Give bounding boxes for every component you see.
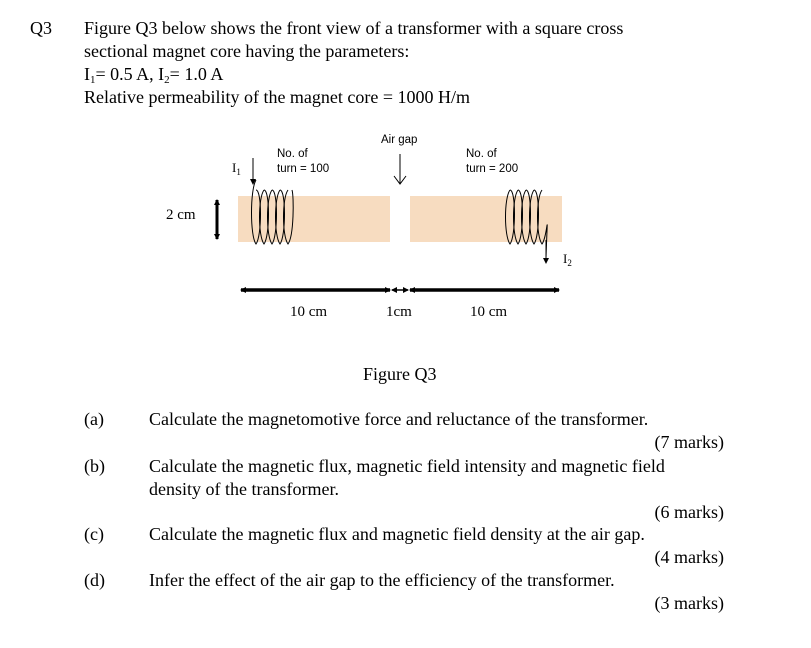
- part-b-label: (b): [84, 456, 105, 476]
- permeability-line: Relative permeability of the magnet core = 1000 H/m: [84, 87, 471, 107]
- i2-value: = 1.0 A: [169, 64, 224, 84]
- part-c-text: Calculate the magnetic flux and magnetic field density at the air gap.: [149, 524, 645, 544]
- i1-value: = 0.5 A,: [95, 64, 159, 84]
- coil2-label-line1: No. of: [466, 148, 497, 160]
- intro-line-2: sectional magnet core having the parameters:: [84, 41, 410, 61]
- question-number: Q3: [30, 18, 52, 38]
- gap-length-label: 1cm: [386, 304, 412, 320]
- part-a-label: (a): [84, 409, 104, 429]
- i1-subscript: 1: [90, 74, 96, 86]
- left-length-label: 10 cm: [290, 304, 328, 320]
- part-a-marks: (7 marks): [654, 432, 724, 452]
- intro-line-1: Figure Q3 below shows the front view of a transformer with a square cross: [84, 18, 624, 38]
- i1-figure-subscript: 1: [236, 167, 241, 177]
- air-gap-label: Air gap: [381, 134, 418, 146]
- i1-figure-label: [232, 160, 241, 176]
- i1-figure-symbol: I: [232, 160, 237, 175]
- part-a-text: Calculate the magnetomotive force and reluctance of the transformer.: [149, 409, 649, 429]
- coil2-label-line2: turn = 200: [466, 163, 519, 175]
- i2-subscript: 2: [164, 74, 170, 86]
- part-d-text: Infer the effect of the air gap to the efficiency of the transformer.: [149, 570, 615, 590]
- part-c-marks: (4 marks): [654, 547, 724, 567]
- part-b-marks: (6 marks): [654, 502, 724, 522]
- i2-figure-label: [563, 251, 572, 267]
- part-d-label: (d): [84, 570, 105, 590]
- coil1-label-line2: turn = 100: [277, 163, 330, 175]
- part-d-marks: (3 marks): [654, 593, 724, 613]
- coil1-label-line1: No. of: [277, 148, 308, 160]
- height-label: 2 cm: [166, 207, 196, 223]
- figure-caption: Figure Q3: [363, 364, 437, 384]
- i2-figure-subscript: 2: [567, 258, 572, 268]
- i2-figure-symbol: I: [563, 251, 568, 266]
- i2-symbol: I: [158, 64, 165, 84]
- right-length-label: 10 cm: [470, 304, 508, 320]
- part-b-text-line1: Calculate the magnetic flux, magnetic field intensity and magnetic field: [149, 456, 665, 476]
- i1-symbol: I: [84, 64, 90, 84]
- part-c-label: (c): [84, 524, 104, 544]
- part-b-text-line2: density of the transformer.: [149, 479, 339, 499]
